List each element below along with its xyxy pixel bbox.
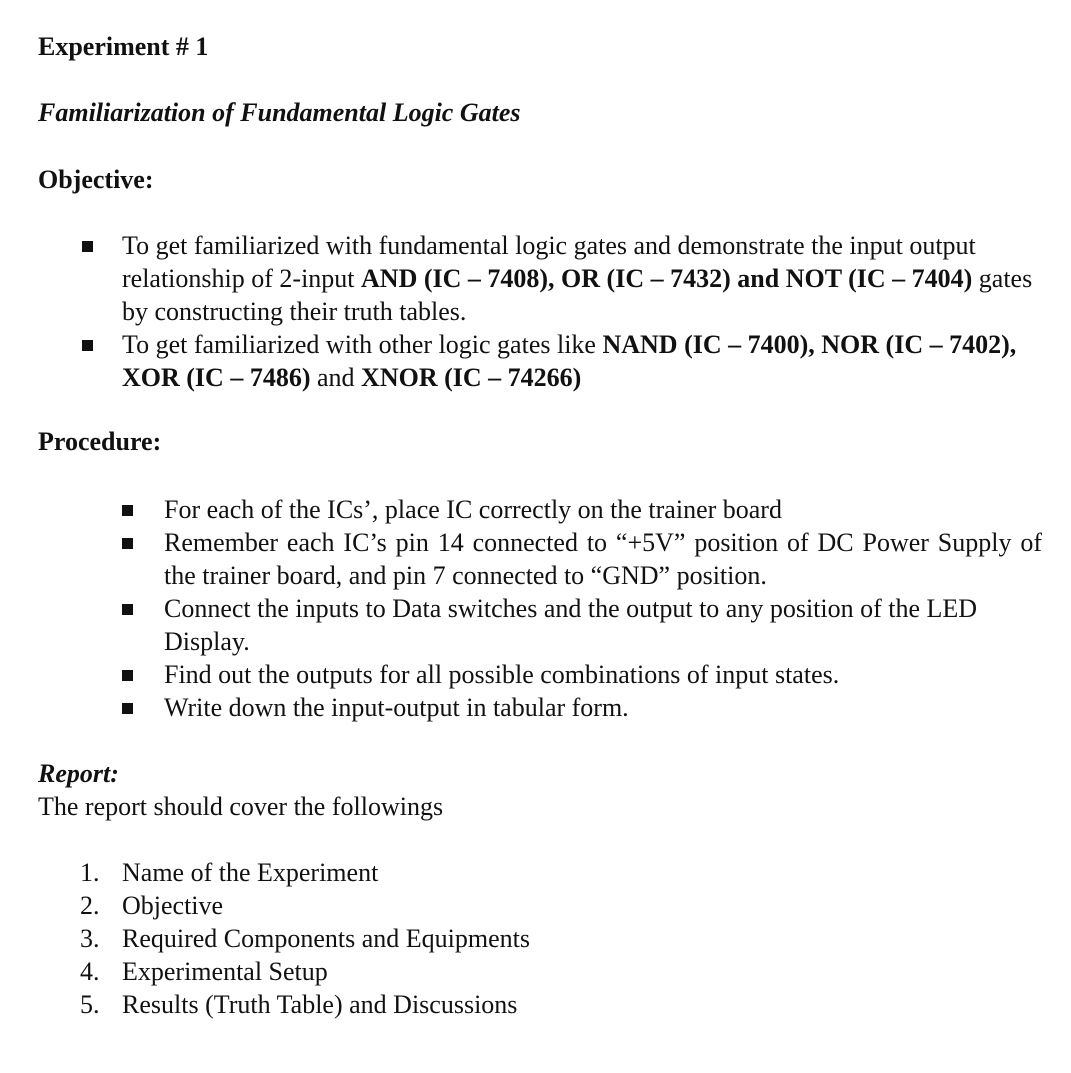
experiment-title: Experiment # 1 — [38, 32, 209, 61]
report-item: 1. Name of the Experiment — [80, 858, 379, 887]
report-intro: The report should cover the followings — [38, 792, 444, 821]
procedure-list — [164, 493, 1042, 724]
objective-list — [122, 229, 1042, 394]
procedure-item: Connect the inputs to Data switches and the output to any position of the LED Display. — [164, 592, 1042, 658]
objective-item: To get familiarized with other logic gates like NAND (IC – 7400), NOR (IC – 7402), XOR (IC – 7486) and XNOR (IC – 74266) — [122, 328, 1042, 394]
report-item: 5. Results (Truth Table) and Discussions — [80, 990, 518, 1019]
procedure-heading: Procedure: — [38, 427, 162, 456]
report-item: 4. Experimental Setup — [80, 957, 328, 986]
procedure-item: For each of the ICs’, place IC correctly on the trainer board — [164, 493, 1042, 526]
procedure-item: Remember each IC’s pin 14 connected to “+5V” position of DC Power Supply of the trainer board, and pin 7 connected to “GND” position. — [164, 526, 1042, 592]
objective-item: To get familiarized with fundamental logic gates and demonstrate the input output relationship of 2-input AND (IC – 7408), OR (IC – 7432) and NOT (IC – 7404) gates by constructing their truth tables. — [122, 229, 1042, 328]
report-item: 3. Required Components and Equipments — [80, 924, 531, 953]
report-heading: Report: — [38, 759, 119, 788]
bullet-square-icon — [122, 670, 133, 681]
bullet-square-icon — [122, 604, 133, 615]
bullet-square-icon — [82, 340, 93, 351]
procedure-item: Find out the outputs for all possible combinations of input states. — [164, 658, 1042, 691]
procedure-item: Write down the input-output in tabular form. — [164, 691, 1042, 724]
objective-heading: Objective: — [38, 165, 154, 194]
report-item: 2. Objective — [80, 891, 224, 920]
bullet-square-icon — [122, 505, 133, 516]
experiment-subtitle: Familiarization of Fundamental Logic Gates — [38, 98, 521, 127]
bullet-square-icon — [122, 703, 133, 714]
bullet-square-icon — [82, 241, 93, 252]
bullet-square-icon — [122, 538, 133, 549]
report-list — [80, 856, 530, 1021]
